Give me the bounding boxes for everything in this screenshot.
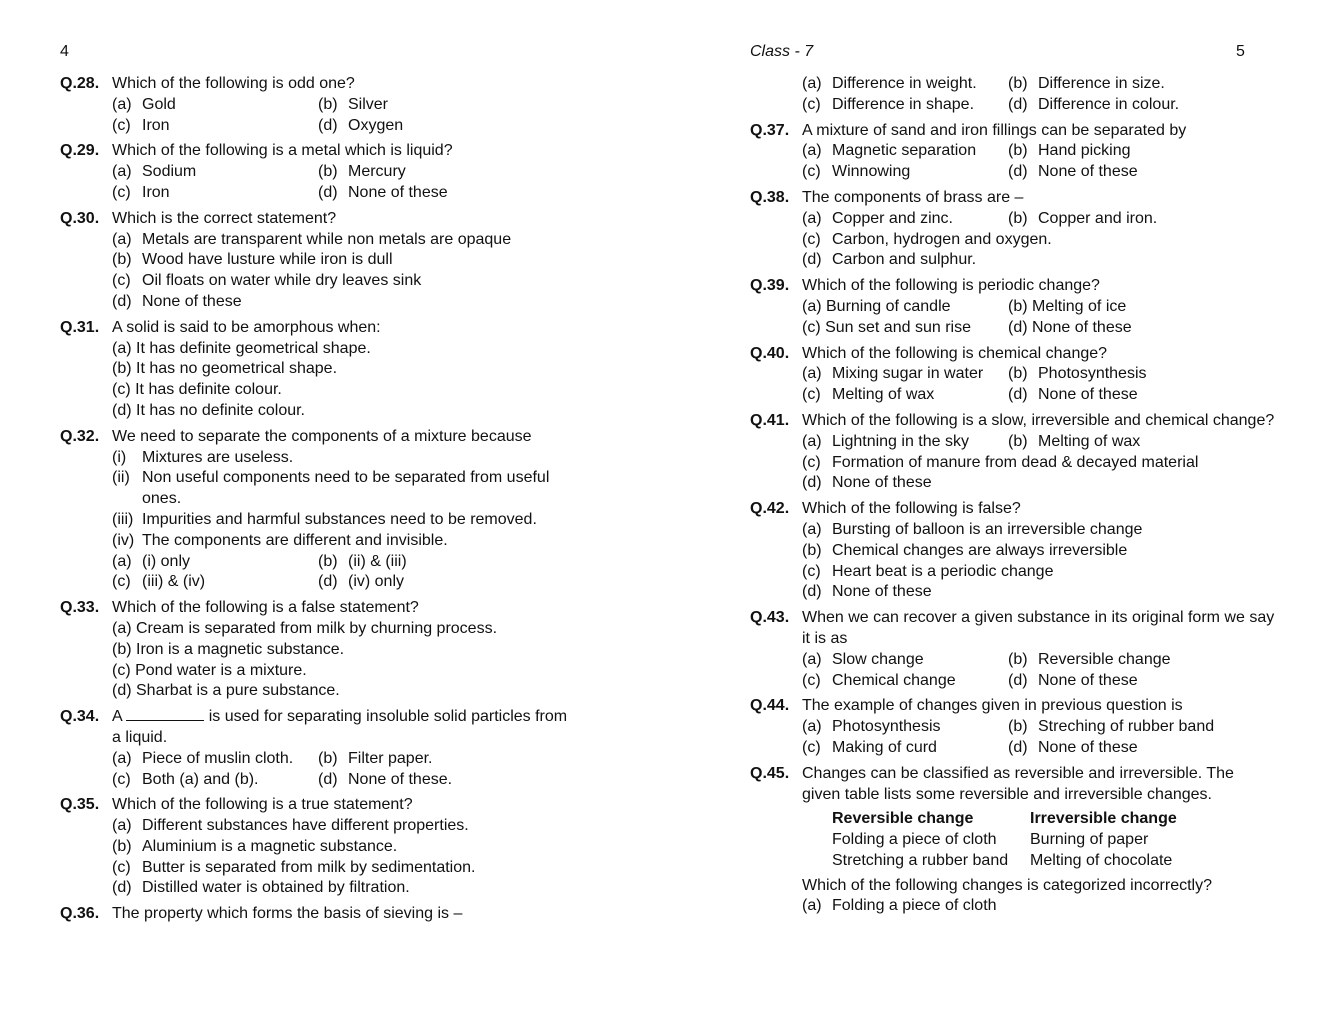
option-c: (c) Heart beat is a periodic change [802, 562, 1054, 580]
question-number: Q.37. [750, 121, 790, 139]
option-d: (d) None of these [1008, 163, 1138, 181]
question-36 [60, 904, 580, 925]
option-c: (c) Difference in shape. [802, 95, 975, 113]
question-number: Q.42. [750, 500, 790, 518]
table-header: Reversible change Irreversible change [832, 810, 1177, 828]
question-44 [750, 696, 1275, 758]
question-40 [750, 344, 1275, 406]
option-d: (d) None of these. [318, 770, 453, 788]
question-text: Which of the following is periodic change? [802, 277, 1100, 295]
right-page [660, 0, 1320, 1020]
question-number: Q.43. [750, 609, 790, 627]
question-number: Q.41. [750, 411, 790, 429]
option-a: (a) Different substances have different properties. [112, 817, 469, 835]
question-33 [60, 598, 580, 702]
option-c: (c) Both (a) and (b). [112, 770, 259, 788]
option-a: (a) It has definite geometrical shape. [112, 339, 371, 357]
question-number: Q.33. [60, 599, 100, 617]
option-d: (d) None of these [802, 583, 932, 601]
question-37 [750, 121, 1275, 183]
question-number: Q.36. [60, 905, 100, 923]
left-column [60, 74, 580, 930]
option-a: (a) Lightning in the sky [802, 432, 969, 450]
option-d: (d) It has no definite colour. [112, 401, 305, 419]
question-text: Which is the correct statement? [112, 209, 337, 227]
changes-table [832, 809, 1275, 871]
option-a: (a) Gold [112, 95, 176, 113]
statement-ii: (ii) Non useful components need to be separated from useful ones. [112, 469, 550, 508]
question-text: A mixture of sand and iron fillings can be separated by [802, 121, 1187, 139]
statement-iii: (iii) Impurities and harmful substances need to be removed. [112, 510, 537, 528]
question-text: Which of the following is a slow, irreversible and chemical change? [802, 411, 1275, 429]
option-c: (c) Winnowing [802, 163, 911, 181]
option-c: (c) Formation of manure from dead & decayed material [802, 453, 1199, 471]
question-35 [60, 795, 580, 899]
question-text: Which of the following is a true statement? [112, 796, 413, 814]
question-text: The property which forms the basis of sieving is – [112, 905, 463, 923]
page-number: 4 [60, 43, 69, 60]
page-header: Class - 7 [750, 43, 814, 60]
question-number: Q.32. [60, 427, 100, 445]
question-number: Q.35. [60, 796, 100, 814]
option-b: (b) Aluminium is a magnetic substance. [112, 837, 398, 855]
question-28 [60, 74, 580, 136]
question-text: Which of the following is chemical change? [802, 344, 1108, 362]
option-d: (d) None of these [112, 292, 242, 310]
option-d: (d) None of these [1008, 738, 1138, 756]
option-c: (c) Carbon, hydrogen and oxygen. [802, 230, 1052, 248]
question-41 [750, 411, 1275, 494]
option-c: (c) Pond water is a mixture. [112, 661, 307, 679]
option-c: (c) Iron [112, 183, 170, 201]
option-c: (c) Making of curd [802, 738, 937, 756]
question-number: Q.30. [60, 209, 100, 227]
option-d: (d) Distilled water is obtained by filtration. [112, 879, 410, 897]
option-a: (a) Piece of muslin cloth. [112, 749, 294, 767]
option-d: (d) Oxygen [318, 116, 404, 134]
statement-i: (i) Mixtures are useless. [112, 448, 294, 466]
question-text: Which of the following is false? [802, 500, 1021, 518]
option-b: (b) Iron is a magnetic substance. [112, 640, 345, 658]
question-text: Which of the following is odd one? [112, 75, 355, 92]
option-c: (c) Butter is separated from milk by sedimentation. [112, 858, 476, 876]
question-text: A is used for separating insoluble solid particles from a liquid. [112, 708, 568, 746]
question-text: We need to separate the components of a mixture because [112, 427, 532, 445]
right-column [750, 74, 1275, 922]
question-31 [60, 318, 580, 422]
question-text: The components of brass are – [802, 188, 1024, 206]
option-d: (d) Difference in colour. [1008, 95, 1180, 113]
option-b: (b) (ii) & (iii) [318, 552, 407, 570]
option-a: (a) Slow change [802, 650, 924, 668]
option-a: (a) Folding a piece of cloth [802, 897, 997, 915]
option-a: (a) Burning of candle [802, 297, 951, 315]
option-a: (a) Difference in weight. [802, 75, 977, 92]
question-number: Q.29. [60, 142, 100, 160]
option-d: (d) None of these [1008, 386, 1138, 404]
option-d: (d) None of these [318, 183, 448, 201]
question-number: Q.39. [750, 277, 790, 295]
question-number: Q.28. [60, 75, 100, 92]
question-39 [750, 276, 1275, 338]
question-29 [60, 141, 580, 203]
question-36-options [750, 74, 1275, 116]
question-number: Q.45. [750, 764, 790, 782]
option-a: (a) Bursting of balloon is an irreversible change [802, 520, 1143, 538]
question-34 [60, 707, 580, 790]
option-c: (c) (iii) & (iv) [112, 573, 206, 591]
question-text: Changes can be classified as reversible and irreversible. The given table lists some reversible and irreversible changes. [802, 764, 1234, 803]
question-text: When we can recover a given substance in its original form we say it is as [802, 609, 1275, 647]
option-b: (b) Filter paper. [318, 749, 433, 767]
option-c: (c) Chemical change [802, 671, 956, 689]
fill-in-blank [126, 708, 204, 721]
option-c: (c) It has definite colour. [112, 381, 282, 399]
question-32 [60, 427, 580, 593]
sub-question-text: Which of the following changes is categorized incorrectly? [802, 876, 1212, 894]
option-d: (d) Sharbat is a pure substance. [112, 682, 340, 700]
option-a: (a) Mixing sugar in water [802, 365, 984, 383]
option-a: (a) Sodium [112, 163, 197, 181]
question-number: Q.31. [60, 318, 100, 336]
option-d: (d) None of these [1008, 318, 1132, 336]
option-a: (a) Photosynthesis [802, 718, 941, 736]
page-number: 5 [1236, 43, 1245, 60]
table-row: Folding a piece of cloth Burning of paper [832, 831, 1149, 849]
question-text: A solid is said to be amorphous when: [112, 318, 381, 336]
option-c: (c) Oil floats on water while dry leaves sink [112, 272, 422, 290]
option-b: (b) Silver [318, 95, 389, 113]
option-b: (b) Copper and iron. [1008, 209, 1158, 227]
option-b: (b) Streching of rubber band [1008, 718, 1215, 736]
option-b: (b) Mercury [318, 163, 406, 181]
question-number: Q.44. [750, 697, 790, 715]
question-number: Q.38. [750, 188, 790, 206]
table-row: Stretching a rubber band Melting of chocolate [832, 851, 1173, 869]
option-b: (b) Chemical changes are always irreversible [802, 541, 1128, 559]
option-d: (d) Carbon and sulphur. [802, 251, 977, 269]
question-38 [750, 188, 1275, 271]
option-b: (b) Melting of ice [1008, 297, 1127, 315]
option-a: (a) Metals are transparent while non metals are opaque [112, 230, 512, 248]
option-b: (b) Wood have lusture while iron is dull [112, 251, 393, 269]
option-a: (a) Magnetic separation [802, 142, 977, 160]
option-a: (a) Copper and zinc. [802, 209, 953, 227]
question-text: The example of changes given in previous question is [802, 697, 1183, 715]
option-a: (a) (i) only [112, 552, 191, 570]
option-c: (c) Melting of wax [802, 386, 935, 404]
option-c: (c) Sun set and sun rise [802, 318, 971, 336]
option-b: (b) Reversible change [1008, 650, 1171, 668]
option-d: (d) (iv) only [318, 573, 405, 591]
question-number: Q.34. [60, 708, 100, 726]
option-b: (b) Melting of wax [1008, 432, 1141, 450]
question-text: Which of the following is a metal which is liquid? [112, 142, 453, 160]
option-b: (b) Hand picking [1008, 142, 1131, 160]
question-45 [750, 764, 1275, 918]
question-text: Which of the following is a false statement? [112, 599, 419, 617]
statement-iv: (iv) The components are different and invisible. [112, 531, 448, 549]
option-b: (b) Difference in size. [1008, 75, 1165, 92]
question-43 [750, 608, 1275, 691]
option-a: (a) Cream is separated from milk by churning process. [112, 619, 498, 637]
question-30 [60, 209, 580, 313]
option-b: (b) Photosynthesis [1008, 365, 1147, 383]
question-42 [750, 499, 1275, 603]
option-c: (c) Iron [112, 116, 170, 134]
option-d: (d) None of these [1008, 671, 1138, 689]
option-d: (d) None of these [802, 474, 932, 492]
question-number: Q.40. [750, 344, 790, 362]
option-b: (b) It has no geometrical shape. [112, 360, 338, 378]
